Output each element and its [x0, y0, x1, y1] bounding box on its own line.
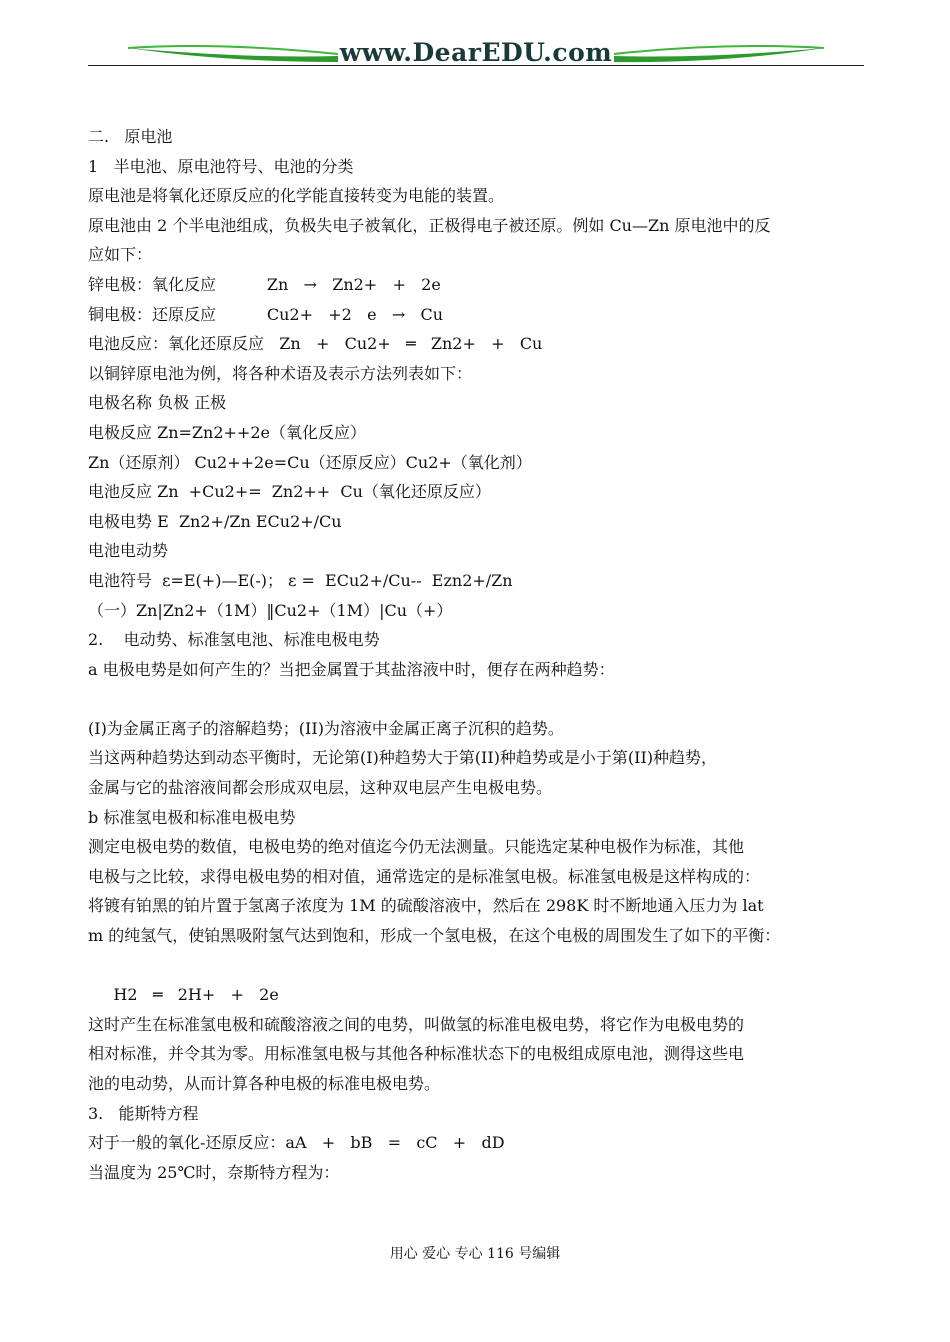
- reaction-line: 铜电极：还原反应 Cu2+ +2 e → Cu: [88, 304, 444, 324]
- text-line: m 的纯氢气，使铂黑吸附氢气达到饱和，形成一个氢电极，在这个电极的周围发生了如下的平衡：: [88, 926, 781, 946]
- subsection-heading: 2. 电动势、标准氢电池、标准电极电势: [88, 630, 380, 650]
- header-rule: [88, 65, 864, 66]
- blank-line: [88, 951, 878, 981]
- text-line: 金属与它的盐溶液间都会形成双电层，这种双电层产生电极电势。: [88, 778, 553, 798]
- site-logo[interactable]: www.DearEDU.com: [339, 38, 613, 67]
- table-line: 电池电动势: [88, 541, 169, 561]
- text-line: 以铜锌原电池为例，将各种术语及表示方法列表如下：: [88, 363, 473, 383]
- equation-line: 对于一般的氧化-还原反应：aA + bB = cC + dD: [88, 1133, 505, 1153]
- text-line: 测定电极电势的数值，电极电势的绝对值迄今仍无法测量。只能选定某种电极作为标准，其他: [88, 837, 745, 857]
- text-line: a 电极电势是如何产生的？当把金属置于其盐溶液中时，便存在两种趋势：: [88, 659, 615, 679]
- text-line: 池的电动势，从而计算各种电极的标准电极电势。: [88, 1074, 441, 1093]
- document-body: [88, 122, 878, 1187]
- text-line: 原电池是将氧化还原反应的化学能直接转变为电能的装置。: [88, 186, 505, 206]
- table-line: Zn（还原剂） Cu2++2e=Cu（还原反应）Cu2+（氧化剂）: [88, 452, 532, 472]
- text-line: 电极与之比较，求得电极电势的相对值，通常选定的是标准氢电极。标准氢电极是这样构成的：: [88, 866, 761, 886]
- reaction-line: 电池反应：氧化还原反应 Zn + Cu2+ ═ Zn2+ + Cu: [88, 334, 543, 354]
- table-line: 电池符号 ε=E(+)—E(-)； ε = ECu2+/Cu-- Ezn2+/Zn: [88, 570, 513, 590]
- table-line: 电极电势 E Zn2+/Zn ECu2+/Cu: [88, 511, 342, 531]
- text-line: 当温度为 25℃时，奈斯特方程为：: [88, 1162, 340, 1182]
- text-line: (I)为金属正离子的溶解趋势；(II)为溶液中金属正离子沉积的趋势。: [88, 718, 564, 738]
- page-footer: 用心 爱心 专心 116 号编辑: [389, 1246, 561, 1262]
- text-line: 相对标准，并令其为零。用标准氢电极与其他各种标准状态下的电极组成原电池，测得这些电: [88, 1044, 745, 1064]
- page-header: [88, 36, 864, 76]
- table-line: 电极反应 Zn=Zn2++2e（氧化反应）: [88, 422, 366, 442]
- table-line: 电池反应 Zn +Cu2+= Zn2++ Cu（氧化还原反应）: [88, 482, 491, 502]
- subsection-heading: 1 半电池、原电池符号、电池的分类: [88, 156, 354, 176]
- text-line: 原电池由 2 个半电池组成，负极失电子被氧化，正极得电子被还原。例如 Cu—Zn 原电池中的反: [88, 215, 771, 235]
- text-line: 这时产生在标准氢电极和硫酸溶液之间的电势，叫做氢的标准电极电势，将它作为电极电势的: [88, 1014, 745, 1034]
- text-line: 当这两种趋势达到动态平衡时，无论第(I)种趋势大于第(II)种趋势或是小于第(II)种趋势，: [88, 748, 718, 768]
- blank-line: [88, 684, 878, 714]
- section-heading: 二. 原电池: [88, 127, 173, 146]
- text-line: 将镀有铂黑的铂片置于氢离子浓度为 1M 的硫酸溶液中，然后在 298K 时不断地通入压力为 lat: [88, 896, 764, 916]
- text-line: 应如下：: [88, 245, 153, 265]
- subsection-heading: 3. 能斯特方程: [88, 1103, 199, 1123]
- subsection-heading: b 标准氢电极和标准电极电势: [88, 807, 296, 827]
- table-line: （一）Zn|Zn2+（1M）‖Cu2+（1M）|Cu（+）: [88, 600, 453, 620]
- reaction-line: 锌电极：氧化反应 Zn → Zn2+ + 2e: [88, 274, 441, 294]
- equation-line: H2 ═ 2H+ + 2e: [88, 985, 279, 1005]
- table-line: 电极名称 负极 正极: [88, 393, 227, 413]
